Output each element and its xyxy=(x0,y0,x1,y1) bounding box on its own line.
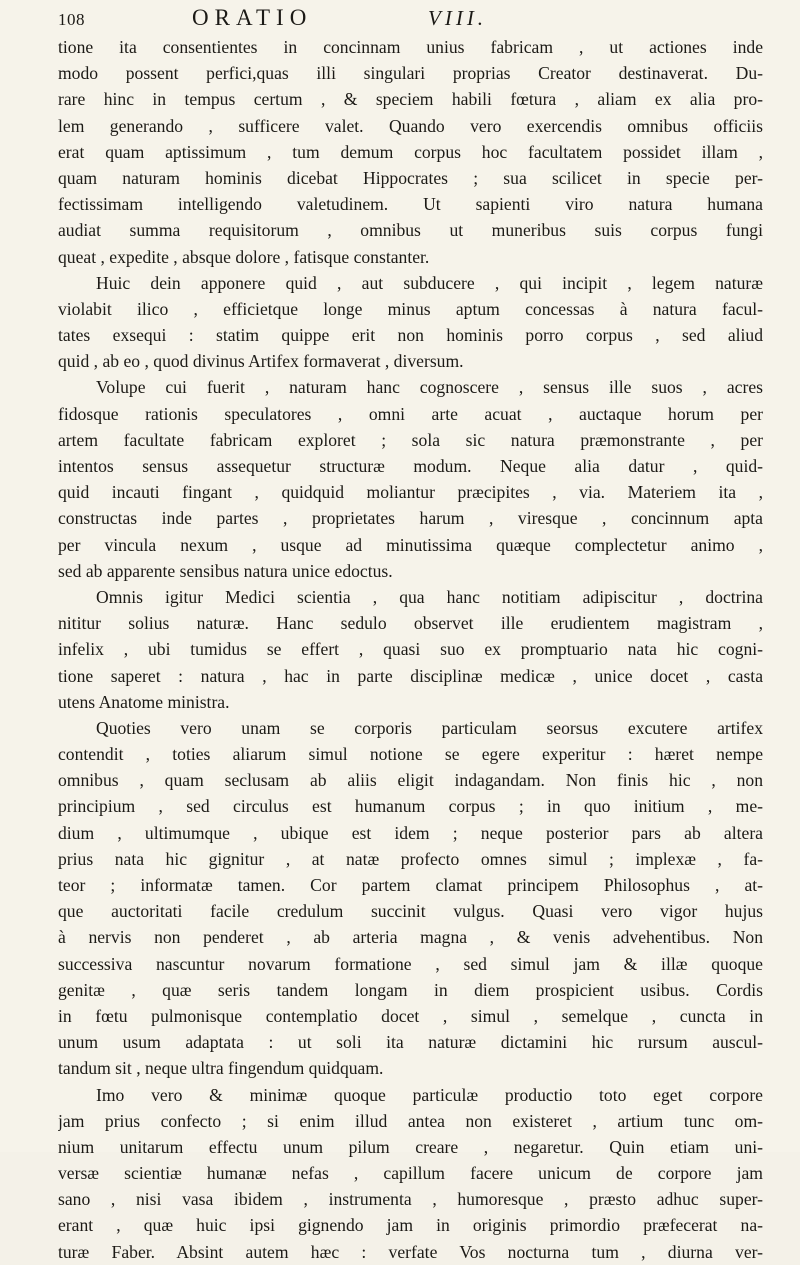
text-line: tione saperet : natura , hac in parte disciplinæ medicæ , unice docet , casta xyxy=(58,665,763,686)
text-line: erant , quæ huic ipsi gignendo jam in originis primordio præfecerat na- xyxy=(58,1215,763,1236)
text-line: in fœtu pulmonisque contemplatio docet , simul , semelque , cuncta in xyxy=(58,1005,763,1026)
text-line: tione ita consentientes in concinnam unius fabricam , ut actiones inde xyxy=(58,37,763,57)
text-line: Quoties vero unam se corporis particulam seorsus excutere artifex xyxy=(96,717,763,738)
running-head-number: VIII. xyxy=(428,6,488,30)
text-line: principium , sed circulus est humanum corpus ; in quo initium , me- xyxy=(58,796,763,817)
text-line: constructas inde partes , proprietates harum , viresque , concinnum apta xyxy=(58,508,763,529)
text-line: fidosque rationis speculatores , omni arte acuat , auctaque horum per xyxy=(58,403,763,424)
text-line: quid , ab eo , quod divinus Artifex formaverat , diversum. xyxy=(58,351,464,372)
text-line: erat quam aptissimum , tum demum corpus hoc facultatem possidet illam , xyxy=(58,141,763,162)
text-line: que auctoritati facile credulum succinit vulgus. Quasi vero vigor hujus xyxy=(58,901,763,922)
text-line: fectissimam intelligendo valetudinem. Ut sapienti viro natura humana xyxy=(58,194,763,215)
page-header xyxy=(58,4,758,34)
text-line: audiat summa requisitorum , omnibus ut muneribus suis corpus fungi xyxy=(58,220,763,241)
text-line: intentos sensus assequetur structuræ modum. Neque alia datur , quid- xyxy=(58,456,763,476)
text-line: Omnis igitur Medici scientia , qua hanc notitiam adipiscitur , doctrina xyxy=(96,586,763,607)
text-line: nititur solius naturæ. Hanc sedulo observet ille erudientem magistram , xyxy=(58,613,763,634)
text-line: tandum sit , neque ultra fingendum quidquam. xyxy=(58,1058,384,1079)
text-line: per vincula nexum , usque ad minutissima quæque complectetur animo , xyxy=(58,534,763,555)
text-line: Imo vero & minimæ quoque particulæ productio toto eget corpore xyxy=(96,1084,763,1105)
body-text xyxy=(58,34,763,1265)
text-line: sano , nisi vasa ibidem , instrumenta , humoresque , præsto adhuc super- xyxy=(58,1189,763,1210)
text-line: prius nata hic gignitur , at natæ profecto omnes simul ; implexæ , fa- xyxy=(58,848,763,869)
text-line: successiva nascuntur novarum formatione , sed simul jam & illæ quoque xyxy=(58,953,763,974)
text-line: lem generando , sufficere valet. Quando vero exercendis omnibus officiis xyxy=(58,115,763,136)
text-line: versæ scientiæ humanæ nefas , capillum facere unicum de corpore jam xyxy=(58,1163,763,1184)
text-line: quid incauti fingant , quidquid moliantur præcipites , via. Materiem ita , xyxy=(58,482,763,503)
text-line: unum usum adaptata : ut soli ita naturæ dictamini hic rursum auscul- xyxy=(58,1032,763,1053)
text-line: teor ; informatæ tamen. Cor partem clamat principem Philosophus , at- xyxy=(58,875,763,895)
text-line: à nervis non penderet , ab arteria magna , & venis advehentibus. Non xyxy=(58,927,763,948)
text-line: Huic dein apponere quid , aut subducere , qui incipit , legem naturæ xyxy=(96,272,763,293)
text-line: Volupe cui fuerit , naturam hanc cognoscere , sensus ille suos , acres xyxy=(96,377,763,398)
text-line: nium unitarum effectu unum pilum creare , negaretur. Quin etiam uni- xyxy=(58,1136,763,1157)
text-line: quam naturam hominis dicebat Hippocrates ; sua scilicet in specie per- xyxy=(58,167,763,188)
text-line: artem facultate fabricam exploret ; sola sic natura præmonstrante , per xyxy=(58,429,763,450)
page-number: 108 xyxy=(58,10,85,29)
text-line: queat , expedite , absque dolore , fatisque constanter. xyxy=(58,246,430,267)
text-line: turæ Faber. Absint autem hæc : verfate Vos nocturna tum , diurna ver- xyxy=(58,1241,763,1262)
text-line: violabit ilico , efficietque longe minus aptum concessas à natura facul- xyxy=(58,298,763,319)
text-line: jam prius confecto ; si enim illud antea non existeret , artium tunc om- xyxy=(58,1110,763,1131)
text-line: dium , ultimumque , ubique est idem ; neque posterior pars ab altera xyxy=(58,822,763,843)
text-line: contendit , toties aliarum simul notione se egere experitur : hæret nempe xyxy=(58,744,763,765)
text-line: infelix , ubi tumidus se effert , quasi suo ex promptuario nata hic cogni- xyxy=(58,639,763,660)
text-line: sed ab apparente sensibus natura unice edoctus. xyxy=(58,560,393,581)
text-line: modo possent perfici,quas illi singulari proprias Creator destinaverat. Du- xyxy=(58,63,763,84)
text-line: omnibus , quam seclusam ab aliis eligit indagandam. Non finis hic , non xyxy=(58,770,763,791)
text-line: utens Anatome ministra. xyxy=(58,691,230,712)
text-line: genitæ , quæ seris tandem longam in diem prospicient usibus. Cordis xyxy=(58,979,763,1000)
running-head-title: ORATIO xyxy=(192,5,313,30)
text-line: tates exsequi : statim quippe erit non hominis porro corpus , sed aliud xyxy=(58,325,763,346)
text-line: rare hinc in tempus certum , & speciem habili fœtura , aliam ex alia pro- xyxy=(58,89,763,110)
